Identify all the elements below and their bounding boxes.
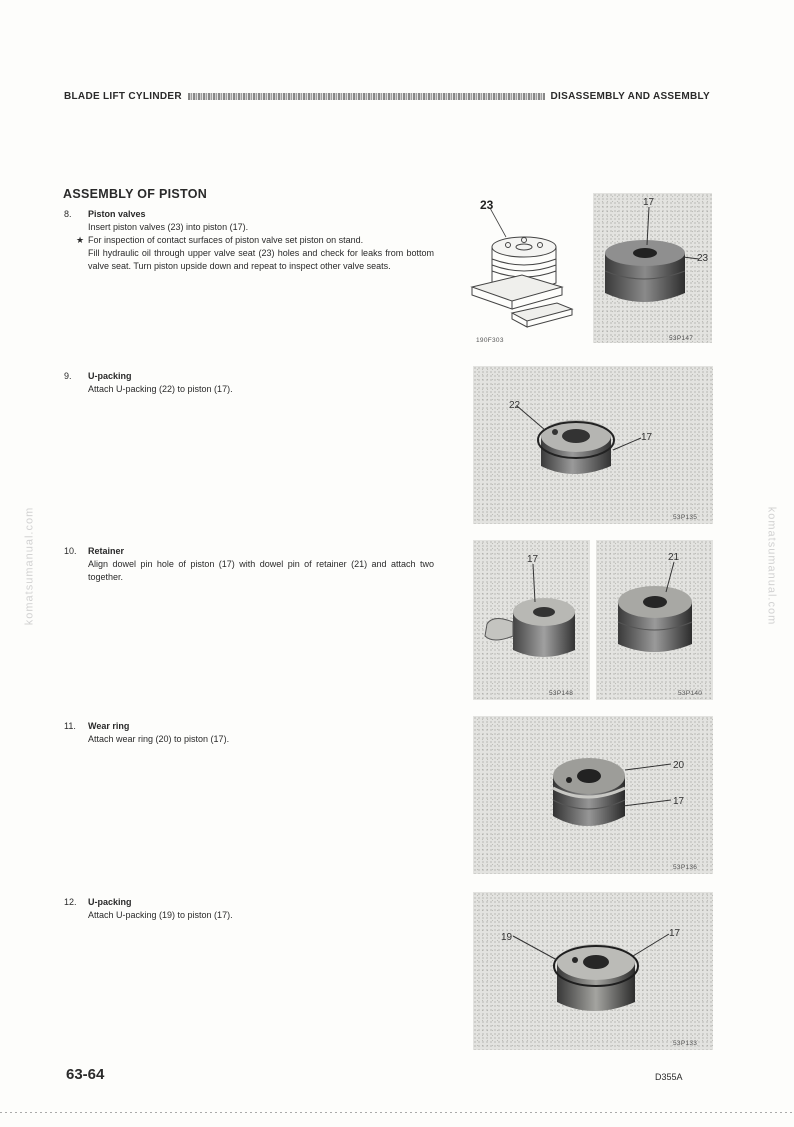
step-8 [64, 208, 434, 273]
step-title: Wear ring [88, 721, 130, 731]
star-icon: ★ [76, 235, 85, 245]
step-11 [64, 720, 434, 746]
step-title: U-packing [88, 897, 132, 907]
header-right: DISASSEMBLY AND ASSEMBLY [550, 90, 710, 102]
figure-code: 53P136 [673, 864, 698, 871]
callout-20: 20 [673, 760, 685, 771]
figure-code: 190F303 [476, 337, 504, 344]
figure-code: 53P135 [673, 514, 698, 521]
figure-code: 53P147 [669, 335, 694, 342]
photo-piston-valves [593, 193, 712, 343]
photo-u-packing-19 [473, 892, 713, 1050]
watermark-left: komatsumanual.com [23, 506, 36, 626]
section-title: ASSEMBLY OF PISTON [63, 187, 208, 201]
step-number: 9. [64, 371, 72, 381]
piston-stand-drawing [462, 195, 587, 345]
step-text: Attach U-packing (19) to piston (17). [88, 910, 233, 920]
photo-wear-ring [473, 716, 713, 874]
callout-23: 23 [697, 253, 709, 264]
running-header [64, 89, 710, 103]
page-number: 63-64 [66, 1066, 105, 1083]
figure-code: 53P133 [673, 1040, 698, 1047]
piston-dowel-photo-drawing [473, 540, 590, 700]
callout-23: 23 [480, 198, 494, 212]
figure-piston-on-stand [462, 195, 587, 345]
figure-code: 53P140 [678, 690, 703, 697]
step-text: Attach U-packing (22) to piston (17). [88, 384, 233, 394]
retainer-photo-drawing [596, 540, 713, 700]
callout-17: 17 [673, 796, 685, 807]
step-number: 12. [64, 897, 77, 907]
wear-ring-photo-drawing [473, 716, 713, 874]
photo-retainer [596, 540, 713, 700]
step-note [64, 234, 434, 247]
callout-17: 17 [641, 432, 653, 443]
header-leader-dots [188, 93, 545, 100]
callout-22: 22 [509, 400, 521, 411]
step-title: Piston valves [88, 209, 146, 219]
step-number: 10. [64, 546, 77, 556]
step-number: 11. [64, 721, 76, 731]
photo-u-packing-22 [473, 366, 713, 524]
photo-piston-dowel [473, 540, 590, 700]
step-10 [64, 545, 434, 584]
model-code: D355A [655, 1072, 683, 1082]
step-text: Align dowel pin hole of piston (17) with dowel pin of retainer (21) and attach two together. [88, 559, 434, 582]
header-left: BLADE LIFT CYLINDER [64, 90, 182, 102]
callout-21: 21 [668, 552, 680, 563]
bottom-rule [0, 1112, 794, 1113]
step-number: 8. [64, 209, 72, 219]
callout-17: 17 [643, 197, 655, 208]
step-title: Retainer [88, 546, 125, 556]
u-packing-19-photo-drawing [473, 892, 713, 1050]
callout-19: 19 [501, 932, 513, 943]
u-packing-photo-drawing [473, 366, 713, 524]
callout-17: 17 [669, 928, 681, 939]
step-text: Insert piston valves (23) into piston (17). [88, 222, 249, 232]
figure-code: 53P148 [549, 690, 574, 697]
step-12 [64, 896, 434, 922]
note-extra-text: Fill hydraulic oil through upper valve seat (23) holes and check for leaks from bottom valve seat. Turn piston upside down and repeat to inspect other valve seats. [88, 248, 434, 271]
step-title: U-packing [88, 371, 132, 381]
step-9 [64, 370, 434, 396]
watermark-right: komatsumanual.com [765, 506, 778, 626]
step-text: Attach wear ring (20) to piston (17). [88, 734, 230, 744]
piston-photo-drawing [593, 193, 712, 343]
callout-17: 17 [527, 554, 539, 565]
note-text: For inspection of contact surfaces of piston valve set piston on stand. [88, 235, 364, 245]
